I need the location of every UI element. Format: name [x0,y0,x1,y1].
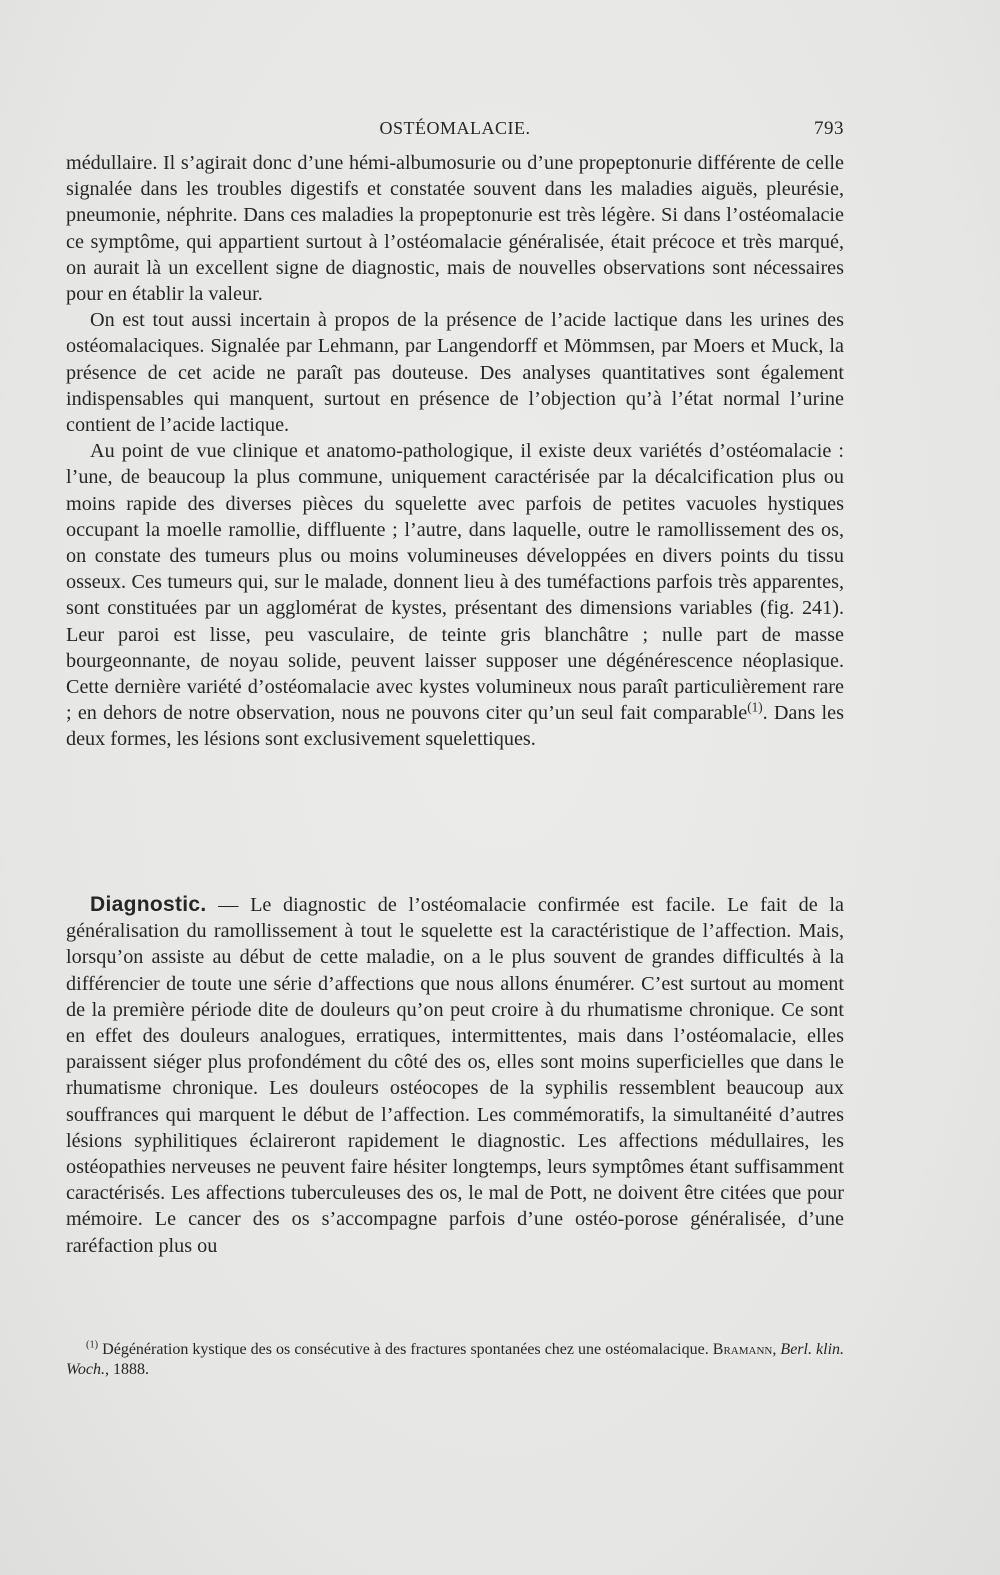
footnote-separator: , [772,1341,781,1358]
diagnostic-text: — Le diagnostic de l’ostéomalacie confirmée est facile. Le fait de la généralisation du ramollissement à tout le squelette est la caractéristique de l’affection. Mais, lorsqu’on assiste au début de cette maladie, on a le plus souvent de grandes difficultés à la différencier de toute une série d’affections que nous allons énumérer. C’est surtout au moment de la première période dite de douleurs qu’on peut croire à du rhumatisme chronique. Ce sont en effet des douleurs analogues, erratiques, intermittentes, mais dans l’ostéomalacie, elles paraissent siéger plus profondément du côté des os, elles sont moins superficielles que dans le rhumatisme chronique. Les douleurs ostéocopes de la syphilis ressemblent beaucoup aux souffrances qui marquent le début de l’affection. Les commémoratifs, la simultanéité d’autres lésions syphilitiques éclaireront rapidement le diagnostic. Les affections médullaires, les ostéopathies nerveuses ne peuvent faire hésiter longtemps, leurs symptômes étant suffisamment caractérisés. Les affections tuberculeuses des os, le mal de Pott, ne doivent être citées que pour mémoire. Le cancer des os s’accompagne parfois d’une ostéo-porose généralisée, d’une raréfaction plus ou [66,894,844,1257]
footnote-reference: (1) [747,699,763,715]
section-heading-diagnostic: Diagnostic. [90,893,207,916]
body-text [66,150,844,753]
page-number: 793 [814,118,844,139]
paragraph-lactic-acid: On est tout aussi incertain à propos de la présence de l’acide lactique dans les urines des ostéomalaciques. Signalée par Lehmann, par Langendorff et Mömmsen, par Moers et Muck, la présence de cet acide ne paraît pas douteuse. Des analyses quantitatives sont également indispensables qui manquent, surtout en présence de l’objection qu’à l’état normal l’urine contient de l’acide lactique. [66,309,844,437]
running-header [66,118,844,142]
footnote-text: Dégénération kystique des os consécutive à des fractures spontanées chez une ostéomalacique. [98,1341,713,1358]
paragraph-continuation: médullaire. Il s’agirait donc d’une hémi-albumosurie ou d’une propeptonurie différente de celle signalée dans les troubles digestifs et constatée souvent dans les maladies aiguës, pleurésie, pneumonie, néphrite. Dans ces maladies la propeptonurie est très légère. Si dans l’ostéomalacie ce symptôme, qui appartient surtout à l’ostéomalacie généralisée, était précoce et très marqué, on aurait là un excellent signe de diagnostic, mais de nouvelles observations sont nécessaires pour en établir la valeur. [66,152,844,306]
paragraph-varieties-end: . Dans les deux formes, les lésions sont exclusivement squelettiques. [66,702,844,751]
paragraph-varieties [66,438,844,752]
footnote-year: , 1888. [104,1361,149,1378]
footnote-journal: Berl. klin. Woch. [66,1341,845,1378]
running-title: OSTÉOMALACIE. [379,118,531,138]
paragraph-diagnostic [66,892,844,1259]
footnote [66,1340,844,1380]
footnote-author: Bramann [712,1341,773,1358]
paragraph-varieties-text: Au point de vue clinique et anatomo-pathologique, il existe deux variétés d’ostéomalacie : l’une, de beaucoup la plus commune, uniquement caractérisée par la décalcification plus ou moins rapide des diverses pièces du squelette avec parfois de petites vacuoles hystiques occupant la moelle ramollie, diffluente ; l’autre, dans laquelle, outre le ramollissement des os, on constate des tumeurs plus ou moins volumineuses développées en divers points du tissu osseux. Ces tumeurs qui, sur le malade, donnent lieu à des tuméfactions parfois très apparentes, sont constituées par un agglomérat de kystes, présentant des dimensions variables (fig. 241). Leur paroi est lisse, peu vasculaire, de teinte gris blanchâtre ; nulle part de masse bourgeonnante, de noyau solide, peuvent laisser supposer une dégénérescence néoplasique. Cette dernière variété d’ostéomalacie avec kystes volumineux nous paraît particulièrement rare ; en dehors de notre observation, nous ne pouvons citer qu’un seul fait comparable [66,440,844,725]
footnote-marker: (1) [86,1339,99,1351]
